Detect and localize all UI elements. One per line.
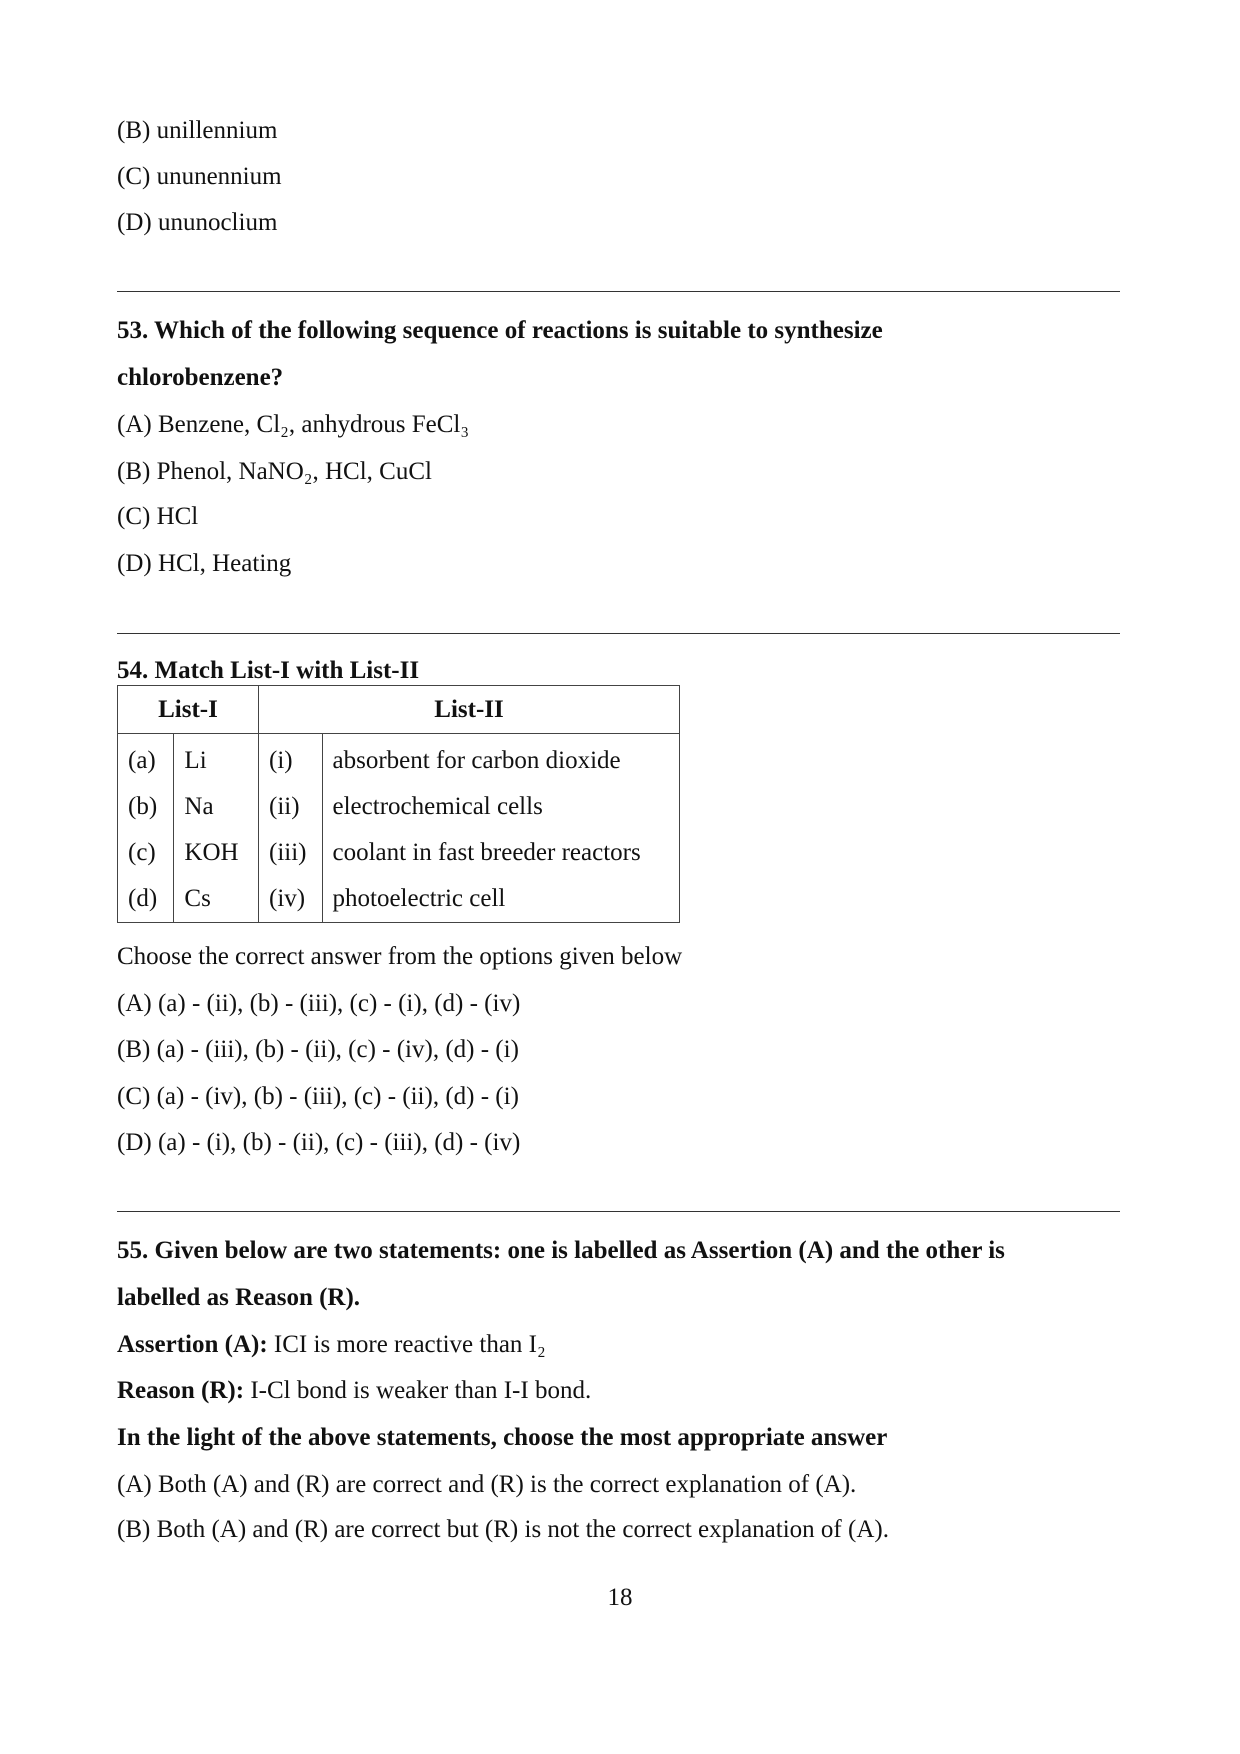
cell: (c): [118, 830, 174, 876]
table-row: [118, 734, 680, 785]
table-row: [118, 830, 680, 876]
q55-instruction: In the light of the above statements, choose the most appropriate answer: [117, 1424, 888, 1451]
cell: electrochemical cells: [322, 784, 679, 830]
cell: Na: [174, 784, 259, 830]
cell: Cs: [174, 876, 259, 923]
cell: coolant in fast breeder reactors: [322, 830, 679, 876]
cell: (i): [259, 734, 323, 785]
q54-option-c: (C) (a) - (iv), (b) - (iii), (c) - (ii), (d) - (i): [117, 1083, 519, 1110]
header-list-1: List-I: [118, 686, 259, 734]
q53-question-cont: chlorobenzene?: [117, 364, 284, 391]
q54-option-a: (A) (a) - (ii), (b) - (iii), (c) - (i), (d) - (iv): [117, 990, 521, 1017]
cell: (iii): [259, 830, 323, 876]
cell: (b): [118, 784, 174, 830]
q53-option-d: (D) HCl, Heating: [117, 550, 292, 577]
divider: [117, 291, 1120, 292]
q53-option-c: (C) HCl: [117, 503, 199, 530]
divider: [117, 633, 1120, 634]
q52-option-c: (C) ununennium: [117, 163, 282, 190]
cell: photoelectric cell: [322, 876, 679, 923]
q55-option-b: (B) Both (A) and (R) are correct but (R) is not the correct explanation of (A).: [117, 1516, 889, 1543]
reason: [117, 1376, 591, 1406]
cell: Li: [174, 734, 259, 785]
assertion-label: Assertion (A):: [117, 1331, 268, 1358]
cell: (iv): [259, 876, 323, 923]
q53-option-b: (B) Phenol, NaNO₂, HCl, CuCl: [117, 458, 432, 485]
header-list-2: List-II: [259, 686, 680, 734]
cell: absorbent for carbon dioxide: [322, 734, 679, 785]
q53-option-a: (A) Benzene, Cl₂, anhydrous FeCl₃: [117, 411, 470, 438]
reason-label: Reason (R):: [117, 1377, 245, 1404]
q52-option-b: (B) unillennium: [117, 117, 278, 144]
assertion: [117, 1330, 546, 1360]
reason-text: I-Cl bond is weaker than I-I bond.: [244, 1377, 592, 1404]
cell: (d): [118, 876, 174, 923]
q52-option-d: (D) ununoclium: [117, 209, 278, 236]
table-row: [118, 784, 680, 830]
q53-question: 53. Which of the following sequence of reactions is suitable to synthesize: [117, 317, 883, 344]
q54-prompt: Choose the correct answer from the options given below: [117, 943, 683, 970]
page-number: 18: [607, 1584, 633, 1611]
cell: KOH: [174, 830, 259, 876]
q54-question: 54. Match List-I with List-II: [117, 657, 420, 684]
q55-question: 55. Given below are two statements: one is labelled as Assertion (A) and the other is: [117, 1237, 1005, 1264]
q54-option-b: (B) (a) - (iii), (b) - (ii), (c) - (iv), (d) - (i): [117, 1036, 519, 1063]
q55-option-a: (A) Both (A) and (R) are correct and (R) is the correct explanation of (A).: [117, 1471, 857, 1498]
table-row: [118, 876, 680, 923]
assertion-text: ICI is more reactive than I₂: [267, 1331, 546, 1358]
divider: [117, 1211, 1120, 1212]
cell: (ii): [259, 784, 323, 830]
cell: (a): [118, 734, 174, 785]
match-table: [117, 685, 680, 923]
q54-option-d: (D) (a) - (i), (b) - (ii), (c) - (iii), (d) - (iv): [117, 1129, 521, 1156]
q55-question-cont: labelled as Reason (R).: [117, 1284, 361, 1311]
